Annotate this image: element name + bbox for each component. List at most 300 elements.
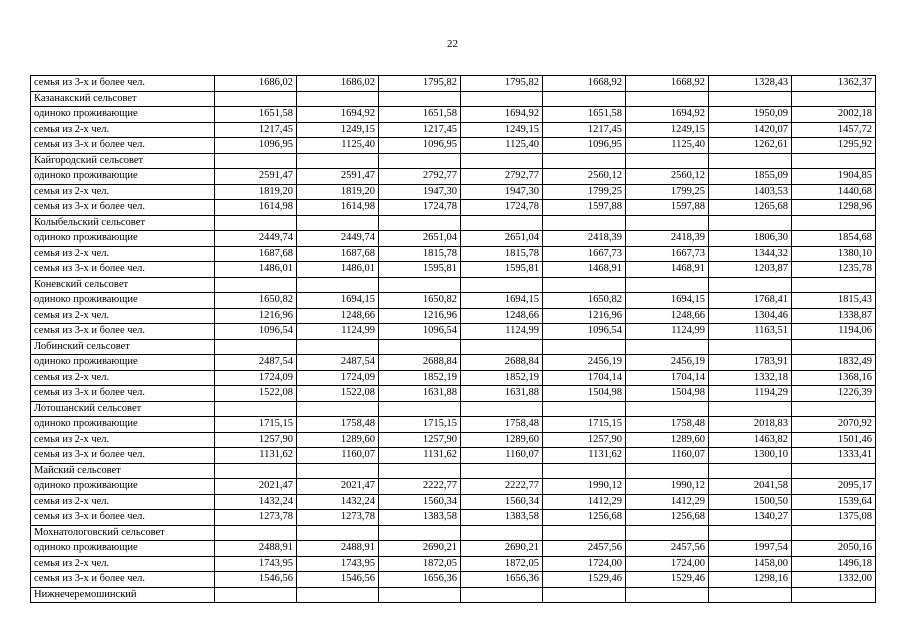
value-cell: 1758,48 <box>461 417 543 433</box>
section-label: Кайгородский сельсовет <box>31 153 215 169</box>
row-label: семья из 3-х и более чел. <box>31 510 215 526</box>
value-cell: 1724,00 <box>626 556 709 572</box>
value-cell: 1539,64 <box>792 494 876 510</box>
value-cell: 1783,91 <box>709 355 792 371</box>
value-cell: 1656,36 <box>461 572 543 588</box>
value-cell: 2690,21 <box>379 541 461 557</box>
value-cell: 1795,82 <box>461 76 543 92</box>
value-cell: 1724,78 <box>379 200 461 216</box>
value-cell: 2591,47 <box>297 169 379 185</box>
value-cell: 2688,84 <box>461 355 543 371</box>
value-cell: 1124,99 <box>297 324 379 340</box>
value-cell <box>215 401 297 417</box>
value-cell: 1412,29 <box>626 494 709 510</box>
value-cell <box>461 277 543 293</box>
value-cell <box>461 215 543 231</box>
table-row <box>31 432 876 448</box>
value-cell <box>626 401 709 417</box>
table-row <box>31 479 876 495</box>
value-cell: 1332,18 <box>709 370 792 386</box>
value-cell: 1768,41 <box>709 293 792 309</box>
value-cell: 2449,74 <box>297 231 379 247</box>
value-cell: 1096,54 <box>379 324 461 340</box>
value-cell: 1990,12 <box>543 479 626 495</box>
table-row <box>31 138 876 154</box>
value-cell: 1651,58 <box>215 107 297 123</box>
value-cell: 1631,88 <box>461 386 543 402</box>
value-cell: 1257,90 <box>215 432 297 448</box>
table-row <box>31 355 876 371</box>
value-cell <box>215 215 297 231</box>
value-cell <box>215 339 297 355</box>
value-cell <box>792 401 876 417</box>
value-cell <box>297 525 379 541</box>
value-cell: 1597,88 <box>543 200 626 216</box>
row-label: одиноко проживающие <box>31 479 215 495</box>
value-cell <box>709 587 792 603</box>
value-cell: 1216,96 <box>379 308 461 324</box>
value-cell <box>379 277 461 293</box>
row-label: семья из 2-х чел. <box>31 246 215 262</box>
value-cell: 1651,58 <box>543 107 626 123</box>
value-cell <box>297 587 379 603</box>
value-cell <box>215 277 297 293</box>
value-cell: 1687,68 <box>215 246 297 262</box>
value-cell: 2041,58 <box>709 479 792 495</box>
value-cell <box>626 587 709 603</box>
value-cell <box>379 463 461 479</box>
row-label: семья из 3-х и более чел. <box>31 572 215 588</box>
value-cell <box>543 525 626 541</box>
section-label: Казанакский сельсовет <box>31 91 215 107</box>
table-row <box>31 370 876 386</box>
row-label: семья из 2-х чел. <box>31 308 215 324</box>
value-cell: 1724,78 <box>461 200 543 216</box>
row-label: семья из 2-х чел. <box>31 370 215 386</box>
value-cell: 1273,78 <box>215 510 297 526</box>
value-cell <box>709 339 792 355</box>
section-label: Нижнечеремошинский <box>31 587 215 603</box>
value-cell: 1332,00 <box>792 572 876 588</box>
value-cell: 1667,73 <box>543 246 626 262</box>
value-cell: 1289,60 <box>297 432 379 448</box>
value-cell <box>709 153 792 169</box>
section-label: Мохнатологовский сельсовет <box>31 525 215 541</box>
value-cell: 1383,58 <box>461 510 543 526</box>
value-cell <box>792 587 876 603</box>
row-label: семья из 3-х и более чел. <box>31 386 215 402</box>
value-cell: 1546,56 <box>215 572 297 588</box>
value-cell: 1687,68 <box>297 246 379 262</box>
value-cell: 1124,99 <box>461 324 543 340</box>
value-cell: 1096,54 <box>543 324 626 340</box>
section-label: Колыбельский сельсовет <box>31 215 215 231</box>
value-cell: 1694,92 <box>297 107 379 123</box>
value-cell: 1160,07 <box>461 448 543 464</box>
value-cell: 1686,02 <box>297 76 379 92</box>
value-cell: 1694,92 <box>626 107 709 123</box>
value-cell: 1368,16 <box>792 370 876 386</box>
value-cell <box>297 91 379 107</box>
value-cell <box>461 91 543 107</box>
value-cell: 1715,15 <box>215 417 297 433</box>
value-cell: 2487,54 <box>215 355 297 371</box>
value-cell: 1432,24 <box>215 494 297 510</box>
value-cell: 1819,20 <box>215 184 297 200</box>
value-cell: 1496,18 <box>792 556 876 572</box>
value-cell: 1300,10 <box>709 448 792 464</box>
value-cell: 1529,46 <box>543 572 626 588</box>
value-cell: 1501,46 <box>792 432 876 448</box>
value-cell: 1650,82 <box>543 293 626 309</box>
value-cell: 1457,72 <box>792 122 876 138</box>
value-cell: 2457,56 <box>543 541 626 557</box>
value-cell <box>215 525 297 541</box>
row-label: семья из 2-х чел. <box>31 122 215 138</box>
value-cell <box>792 277 876 293</box>
section-label: Лобинский сельсовет <box>31 339 215 355</box>
value-cell: 1819,20 <box>297 184 379 200</box>
value-cell: 1724,00 <box>543 556 626 572</box>
table-row <box>31 541 876 557</box>
row-label: семья из 3-х и более чел. <box>31 324 215 340</box>
value-cell <box>379 401 461 417</box>
value-cell: 1529,46 <box>626 572 709 588</box>
value-cell: 1650,82 <box>215 293 297 309</box>
row-label: семья из 3-х и более чел. <box>31 262 215 278</box>
value-cell: 2651,04 <box>379 231 461 247</box>
value-cell <box>379 587 461 603</box>
value-cell: 2449,74 <box>215 231 297 247</box>
value-cell: 1815,78 <box>379 246 461 262</box>
value-cell: 1226,39 <box>792 386 876 402</box>
row-label: семья из 2-х чел. <box>31 556 215 572</box>
value-cell: 1500,50 <box>709 494 792 510</box>
value-cell: 1160,07 <box>297 448 379 464</box>
value-cell <box>709 463 792 479</box>
value-cell: 1298,16 <box>709 572 792 588</box>
value-cell: 1125,40 <box>626 138 709 154</box>
value-cell: 1458,00 <box>709 556 792 572</box>
value-cell: 1304,46 <box>709 308 792 324</box>
row-label: семья из 3-х и более чел. <box>31 448 215 464</box>
value-cell: 2021,47 <box>215 479 297 495</box>
value-cell <box>792 215 876 231</box>
value-cell <box>297 153 379 169</box>
value-cell <box>709 215 792 231</box>
value-cell <box>297 277 379 293</box>
value-cell <box>543 339 626 355</box>
section-row <box>31 339 876 355</box>
value-cell: 1203,87 <box>709 262 792 278</box>
value-cell: 1852,19 <box>379 370 461 386</box>
value-cell: 1724,09 <box>297 370 379 386</box>
value-cell: 1217,45 <box>543 122 626 138</box>
value-cell: 1362,37 <box>792 76 876 92</box>
value-cell <box>626 277 709 293</box>
value-cell: 2222,77 <box>461 479 543 495</box>
value-cell: 1595,81 <box>461 262 543 278</box>
value-cell: 2018,83 <box>709 417 792 433</box>
value-cell: 1216,96 <box>543 308 626 324</box>
value-cell: 2690,21 <box>461 541 543 557</box>
value-cell: 1125,40 <box>297 138 379 154</box>
value-cell: 2792,77 <box>379 169 461 185</box>
value-cell <box>215 91 297 107</box>
value-cell: 1947,30 <box>461 184 543 200</box>
row-label: одиноко проживающие <box>31 107 215 123</box>
table-row <box>31 184 876 200</box>
value-cell: 1131,62 <box>543 448 626 464</box>
value-cell: 1855,09 <box>709 169 792 185</box>
value-cell: 1815,78 <box>461 246 543 262</box>
value-cell: 1904,85 <box>792 169 876 185</box>
value-cell <box>379 215 461 231</box>
value-cell: 1950,09 <box>709 107 792 123</box>
value-cell: 1235,78 <box>792 262 876 278</box>
value-cell: 2456,19 <box>543 355 626 371</box>
value-cell <box>215 587 297 603</box>
value-cell: 1440,68 <box>792 184 876 200</box>
value-cell <box>543 215 626 231</box>
row-label: семья из 3-х и более чел. <box>31 200 215 216</box>
page-number: 22 <box>447 38 458 50</box>
value-cell: 1096,95 <box>215 138 297 154</box>
value-cell: 2488,91 <box>215 541 297 557</box>
value-cell: 1806,30 <box>709 231 792 247</box>
row-label: семья из 3-х и более чел. <box>31 76 215 92</box>
value-cell: 1194,06 <box>792 324 876 340</box>
value-cell: 1694,92 <box>461 107 543 123</box>
value-cell: 1380,10 <box>792 246 876 262</box>
value-cell: 1257,90 <box>543 432 626 448</box>
value-cell <box>379 339 461 355</box>
value-cell: 1486,01 <box>297 262 379 278</box>
value-cell: 2792,77 <box>461 169 543 185</box>
value-cell: 2487,54 <box>297 355 379 371</box>
value-cell <box>297 463 379 479</box>
value-cell: 2488,91 <box>297 541 379 557</box>
value-cell: 1872,05 <box>461 556 543 572</box>
value-cell: 1795,82 <box>379 76 461 92</box>
value-cell: 1257,90 <box>379 432 461 448</box>
value-cell: 1522,08 <box>215 386 297 402</box>
value-cell: 2591,47 <box>215 169 297 185</box>
value-cell <box>792 339 876 355</box>
value-cell: 1194,29 <box>709 386 792 402</box>
section-row <box>31 587 876 603</box>
row-label: семья из 2-х чел. <box>31 494 215 510</box>
value-cell: 1468,91 <box>626 262 709 278</box>
value-cell: 1383,58 <box>379 510 461 526</box>
value-cell: 1468,91 <box>543 262 626 278</box>
value-cell: 1704,14 <box>626 370 709 386</box>
table-row <box>31 324 876 340</box>
table-row <box>31 308 876 324</box>
value-cell: 1947,30 <box>379 184 461 200</box>
value-cell: 1403,53 <box>709 184 792 200</box>
table-row <box>31 122 876 138</box>
value-cell: 1799,25 <box>543 184 626 200</box>
value-cell: 1248,66 <box>626 308 709 324</box>
value-cell <box>709 91 792 107</box>
value-cell: 2418,39 <box>626 231 709 247</box>
value-cell: 1248,66 <box>297 308 379 324</box>
value-cell: 1295,92 <box>792 138 876 154</box>
value-cell: 1273,78 <box>297 510 379 526</box>
value-cell: 1724,09 <box>215 370 297 386</box>
value-cell: 2418,39 <box>543 231 626 247</box>
row-label: одиноко проживающие <box>31 355 215 371</box>
value-cell <box>543 587 626 603</box>
table-row <box>31 417 876 433</box>
value-cell <box>709 401 792 417</box>
value-cell <box>626 525 709 541</box>
value-cell: 1265,68 <box>709 200 792 216</box>
value-cell: 1124,99 <box>626 324 709 340</box>
section-label: Майский сельсовет <box>31 463 215 479</box>
value-cell <box>461 525 543 541</box>
value-cell: 1614,98 <box>297 200 379 216</box>
value-cell: 2070,92 <box>792 417 876 433</box>
value-cell: 1997,54 <box>709 541 792 557</box>
value-cell: 1595,81 <box>379 262 461 278</box>
value-cell: 1694,15 <box>626 293 709 309</box>
value-cell: 2002,18 <box>792 107 876 123</box>
table-row <box>31 386 876 402</box>
value-cell: 1597,88 <box>626 200 709 216</box>
value-cell: 1504,98 <box>543 386 626 402</box>
value-cell: 1668,92 <box>543 76 626 92</box>
value-cell <box>792 525 876 541</box>
value-cell <box>379 91 461 107</box>
value-cell: 1248,66 <box>461 308 543 324</box>
section-label: Коневский сельсовет <box>31 277 215 293</box>
value-cell: 2560,12 <box>543 169 626 185</box>
value-cell: 1340,27 <box>709 510 792 526</box>
value-cell: 1614,98 <box>215 200 297 216</box>
value-cell: 1668,92 <box>626 76 709 92</box>
value-cell: 1872,05 <box>379 556 461 572</box>
value-cell: 1990,12 <box>626 479 709 495</box>
value-cell <box>461 463 543 479</box>
value-cell: 1249,15 <box>626 122 709 138</box>
value-cell: 1249,15 <box>461 122 543 138</box>
value-cell: 1256,68 <box>626 510 709 526</box>
value-cell: 1420,07 <box>709 122 792 138</box>
value-cell <box>543 401 626 417</box>
value-cell: 1289,60 <box>461 432 543 448</box>
table-row <box>31 231 876 247</box>
value-cell <box>297 339 379 355</box>
value-cell <box>379 153 461 169</box>
value-cell: 1560,34 <box>379 494 461 510</box>
value-cell: 1216,96 <box>215 308 297 324</box>
value-cell: 2050,16 <box>792 541 876 557</box>
value-cell: 1249,15 <box>297 122 379 138</box>
table-row <box>31 494 876 510</box>
value-cell: 1743,95 <box>215 556 297 572</box>
value-cell <box>792 153 876 169</box>
value-cell <box>297 215 379 231</box>
value-cell: 1522,08 <box>297 386 379 402</box>
value-cell: 1375,08 <box>792 510 876 526</box>
value-cell: 2560,12 <box>626 169 709 185</box>
row-label: семья из 2-х чел. <box>31 184 215 200</box>
value-cell: 1262,61 <box>709 138 792 154</box>
value-cell: 1694,15 <box>297 293 379 309</box>
section-row <box>31 277 876 293</box>
value-cell: 1704,14 <box>543 370 626 386</box>
section-row <box>31 153 876 169</box>
tariff-table-body <box>31 76 876 603</box>
value-cell: 2688,84 <box>379 355 461 371</box>
value-cell: 1758,48 <box>626 417 709 433</box>
value-cell: 1333,41 <box>792 448 876 464</box>
value-cell: 1631,88 <box>379 386 461 402</box>
section-row <box>31 463 876 479</box>
value-cell <box>543 463 626 479</box>
value-cell: 1163,51 <box>709 324 792 340</box>
value-cell: 2651,04 <box>461 231 543 247</box>
value-cell <box>792 463 876 479</box>
value-cell: 1338,87 <box>792 308 876 324</box>
value-cell: 1715,15 <box>543 417 626 433</box>
value-cell: 1256,68 <box>543 510 626 526</box>
value-cell <box>626 91 709 107</box>
value-cell: 1131,62 <box>379 448 461 464</box>
value-cell: 1432,24 <box>297 494 379 510</box>
value-cell: 1298,96 <box>792 200 876 216</box>
table-row <box>31 572 876 588</box>
value-cell: 1651,58 <box>379 107 461 123</box>
value-cell: 2021,47 <box>297 479 379 495</box>
value-cell <box>461 153 543 169</box>
table-row <box>31 262 876 278</box>
value-cell: 1656,36 <box>379 572 461 588</box>
value-cell <box>709 277 792 293</box>
value-cell: 1217,45 <box>379 122 461 138</box>
value-cell <box>792 91 876 107</box>
value-cell: 1344,32 <box>709 246 792 262</box>
value-cell: 1743,95 <box>297 556 379 572</box>
tariff-table <box>30 75 876 603</box>
row-label: одиноко проживающие <box>31 169 215 185</box>
row-label: одиноко проживающие <box>31 231 215 247</box>
value-cell: 1852,19 <box>461 370 543 386</box>
section-row <box>31 401 876 417</box>
value-cell: 2222,77 <box>379 479 461 495</box>
value-cell: 2095,17 <box>792 479 876 495</box>
table-row <box>31 293 876 309</box>
value-cell: 1758,48 <box>297 417 379 433</box>
value-cell <box>215 463 297 479</box>
table-row <box>31 510 876 526</box>
row-label: одиноко проживающие <box>31 293 215 309</box>
value-cell <box>709 525 792 541</box>
table-row <box>31 169 876 185</box>
value-cell: 1667,73 <box>626 246 709 262</box>
value-cell: 1096,95 <box>543 138 626 154</box>
table-row <box>31 246 876 262</box>
section-label: Лотошанский сельсовет <box>31 401 215 417</box>
table-row <box>31 556 876 572</box>
value-cell <box>626 463 709 479</box>
value-cell: 2457,56 <box>626 541 709 557</box>
value-cell: 1650,82 <box>379 293 461 309</box>
value-cell <box>626 153 709 169</box>
value-cell <box>543 153 626 169</box>
